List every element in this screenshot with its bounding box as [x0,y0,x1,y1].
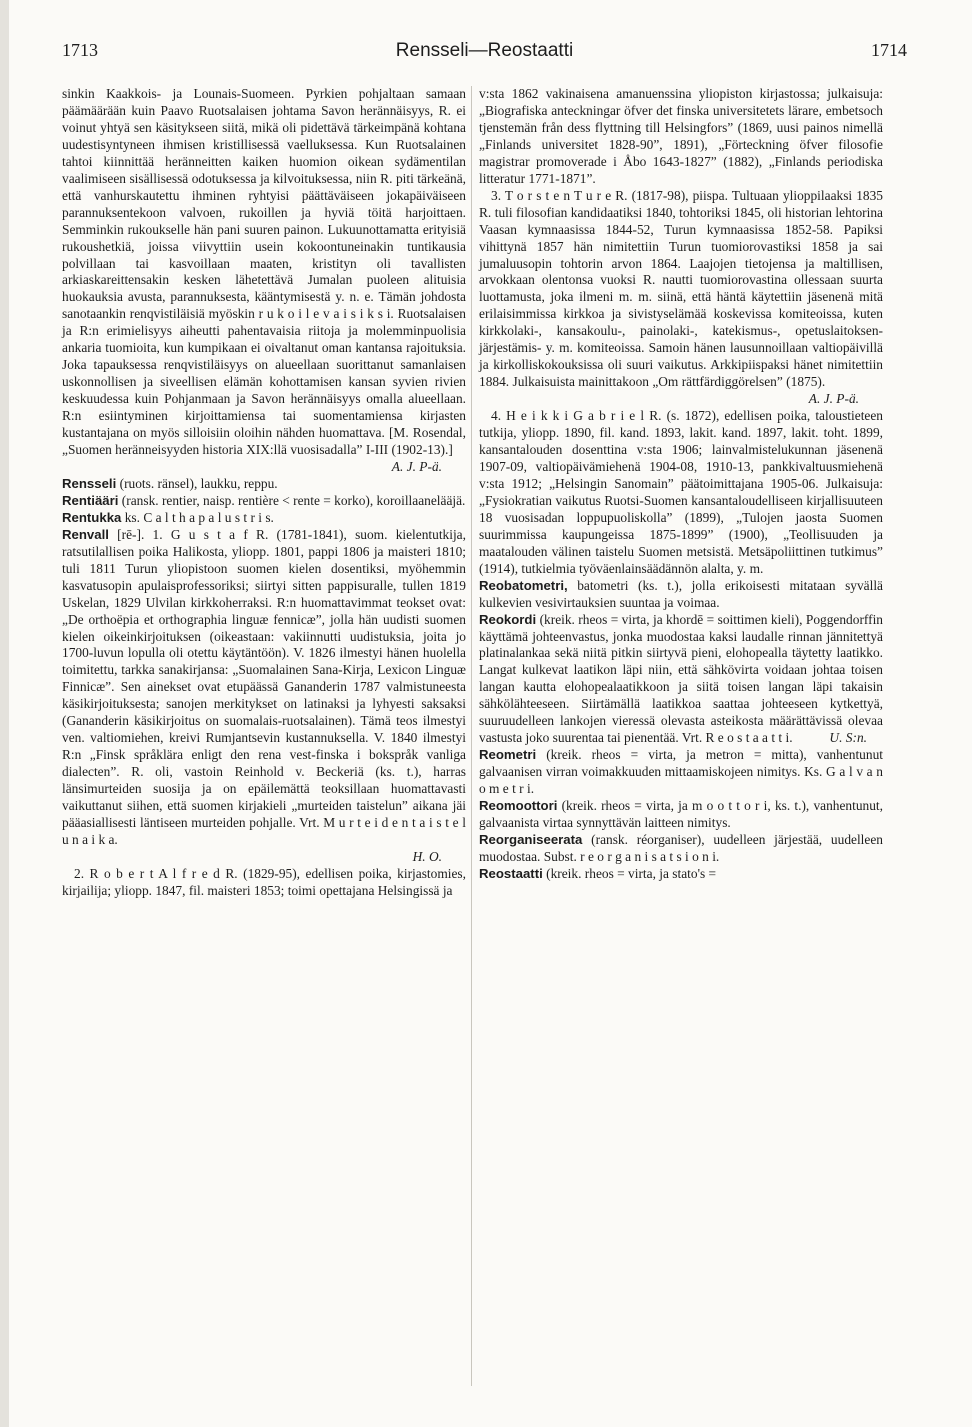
entry-rentiaari [62,493,466,510]
entry-reostaatti [479,866,883,883]
entry-text: (ransk. rentier, naisp. rentière < rente = korko), koroillaanelääjä. [121,492,466,508]
entry-text: (kreik. rheos = virta, ja khordē = soittimen kieli), Poggendorffin käyttämä johteenvastus, jonka muodostaa kaksi laudalle rinnan jännitettyä platinalankaa sekä niitä pitkin siirtyvä pieni, elohopealla täytetty laatikko. Langat kulkevat laatikon läpi niin, että sähkövirta voidaan johtaa toisen langan kautta elohopealaatikkoon ja siitä toisen langan läpi takaisin sähkölähteeseen. Siirtämällä laatikkoa saattaa johteeseen kytkettyä, suuruudelleen lankojen vieressä olevasta asteikosta määrättävissä olevaa vastusta joko suurentaa tai pienentää. Vrt. R e o s t a a t t i. [479,611,883,746]
entry-text: (ruots. ränsel), laukku, reppu. [119,475,278,491]
entry-text: batometri (ks. t.), jolla erikoisesti mitataan syvällä kulkevien vesivirtauksien suuntaa ja voimaa. [479,577,883,610]
entry-reomoottori [479,798,883,832]
headword: Reostaatti [479,865,543,881]
right-column [479,86,883,883]
entry-text: ks. C a l t h a p a l u s t r i s. [124,509,274,525]
headword: Reorganiseerata [479,831,583,847]
entry-robert-renvall: 2. R o b e r t A l f r e d R. (1829-95), edellisen poika, kirjastomies, kirjailija; yliopp. 1847, fil. maisteri 1853; toimi opettajana Helsingissä ja [62,865,466,898]
entry-reorganiseerata [479,832,883,866]
entry-text: (kreik. rheos = virta, ja stato's = [546,865,717,881]
author-signature: H. O. [412,848,442,864]
entry-heikki-renvall: 4. H e i k k i G a b r i e l R. (s. 1872), edellisen poika, taloustieteen tutkija, yliopp. 1890, fil. kand. 1893, lakit. kand. 1897, lakit. toht. 1899, kansantalouden dosenttina v:sta 1906; lainvalmistelukunnan jäsenenä 1907-09, valtiopäivämiehenä 1904-08, 1910-13, pankkivaltuusmiehenä v:sta 1912; „Helsingin Sanomain” päätoimittajana 1905-06. Julkaisuja: „Fysiokratian vaikutus Ruotsi-Suomen kansantaloudelliseen kirjallisuuteen 18 vuosisadan loppupuoliskolla” (1899), „Tulojen jaosta Suomen suurimmissa kaupungeissa 1875-1899” (1900), „Teollisuuden ja maatalouden välinen taistelu Suomen metsistä. Metsäpoliittinen tutkimus” (1914), tutkielmia työväenlainsäädännön alalta, y. m. [479,408,883,576]
page-edge [0,0,9,1427]
entry-text: (kreik. rheos = virta, ja m o o t t o r i, ks. t.), vanhentunut, galvaanista virtaa synnyttävän laitteen nimitys. [479,798,883,830]
entry-text: (ransk. réorganiser), uudelleen järjestää, uudelleen muodostaa. Subst. r e o r g a n i s a t s i o n i. [479,831,883,864]
headword: Reobatometri, [479,577,568,593]
page-number-left: 1713 [62,40,98,60]
author-signature: U. S:n. [829,730,867,746]
author-signature: A. J. P-ä. [391,458,442,474]
entry-reokordi [479,612,883,748]
entry-reobatometri [479,578,883,612]
entry-rentukka [62,510,466,527]
headword: Rentiääri [62,492,119,508]
page-header [62,40,907,72]
headword: Reometri [479,747,537,763]
entry-text: [rē-]. 1. G u s t a f R. (1781-1841), suom. kielentutkija, ratsutilallisen poika Halikosta, yliopp. 1801, pappi 1806 ja maisteri 1810; tuli 1811 Turun yliopistoon suomen kielen dosentiksi, myöhemmin kasvatusopin apulaisprofessoriksi; siirtyi sitten pappisuralle, tullen 1819 Uskelan, 1829 Ulvilan kirkkoherraksi. R:n huomattavimmat teokset ovat: „De orthoëpia et orthographia linguæ fennicæ”, jolla hän uudisti suomen kielen oikeinkirjoituksen (oikeastaan: vakiinnutti uudistuksia, joita jo 1700-luvun lopulla oli otettu käytäntöön). V. 1826 ilmestyi hänen huolella toimitettu, tarkka sanakirjansa: „Suomalainen Sana-Kirja, Lexicon Linguæ Finnicæ”. Sen ainekset ovat etupäässä Gananderin 1787 valmistuneesta käsikirjoituksesta; sanojen merkitykset on latinaksi ja lyhyesti saksaksi (Gananderin käsikirjoitus on suomalais-ruotsalainen). Tämä teos ilmestyi ven. valtiomiehen, kreivi Rumjantsevin kustannuksella. V. 1840 ilmestyi R:n „Finsk språklära enligt den rena vest-finska i bokspråk vanliga dialecten”. R. oli, vastoin Reinhold v. Beckeriä (ks. t.), harras länsimurteiden suosija ja on epäilemättä teoksillaan huomattavasti vaikuttanut siihen, että suomen kirjakieli „murteiden taistelun” aikana jäi pääasiallisesti läntiseen murteiden pohjalle. Vrt. M u r t e i d e n t a i s t e l u n a i k a. [62,526,466,847]
headword: Renvall [62,526,109,542]
headword: Rensseli [62,475,117,491]
column-rule [471,86,472,1386]
page-number-right: 1714 [871,40,907,60]
entry-text: (kreik. rheos = virta, ja metron = mitta), vanhentunut galvaanisen virran voimakkuuden mittaamiskojeen nimitys. Ks. G a l v a n o m e t r i. [479,747,883,797]
headword: Reokordi [479,611,537,627]
entry-torsten-renvall: 3. T o r s t e n T u r e R. (1817-98), piispa. Tultuaan ylioppilaaksi 1835 R. tuli filosofian kandidaatiksi 1840, tohtoriksi 1845, oli historian lehtorina Vaasan kymnaasissa 1844-52, Turun kymnaasissa 1852-58. Papiksi vihittynä 1857 hän nimitettiin Turun tuomiorovastiksi 1858 ja sai jumaluusopin tohtorin arvon 1864. Laajojen tietojensa ja maltillisen, arvokkaan olentonsa vuoksi R. nautti tuomiorovastina ollessaan suurta luottamusta, joka ilmeni m. m. siinä, että häntä käytettiin jäsenenä mitä erilaisimmissa kirkkoa ja sivistyselämää koskevissa komiteoissa, kuten kirkkolaki-, kansakoulu-, painolaki-, katekismus-, opetuslaitoksen-järjestämis- y. m. komiteoissa. Samoin hänen lausunnoillaan valtiopäivillä ja kirkolliskokouksissa oli suuri vaikutus. Arkkipiispaksi hänet nimitettiin 1884. Julkaisuista mainittakoon „Om rättfärdiggörelsen” (1875). [479,187,883,390]
left-column [62,86,466,900]
entry-renvall [62,527,466,849]
entry-reometri [479,747,883,798]
renqvist-text: sinkin Kaakkois- ja Lounais-Suomeen. Pyrkien pohjaltaan samaan päämäärään kuin Paavo Ruotsalaisen johtama Savon herännäisyys, R. ei voinut yhtyä sen käsitykseen siitä, mikä oli pidettävä tärkeimpänä kohtana uudestisyntyneen ihmisen kristillisessä vaelluksessa. Kun Ruotsalainen tahtoi kiinnittää heränneitten kaiken huomion oikean sydämentilan vaalimiseen sisällisessä odotuksessa ja kilvoituksessa, niin R. piti tärkeänä, että vanhurskautettu ihminen ryhtyisi päättäväiseen jokapäiväiseen parannuksentekoon valvoen, rukoillen ja hyviä töitä harjoittaen. Semminkin rukoukselle hän pani suuren painon. Lukuunottamatta erityisiä rukoushetkiä, joissa viivyttiin usein kokoontuneinakin tuntikausia polvillaan tai kasvoillaan maaten, kristityn oli tavallisten arkiaskareittensakin kesken lähetettävä Jumalan puoleen alituisia huokauksia avusta, parannuksesta, kääntymisestä y. n. e. Tämän johdosta sanotaankin renqvistiläisiä myöskin r u k o i l e v a i s i k s i. Ruotsalaisen ja R:n erimielisyys aiheutti pahentavaisia riitoja ja molemminpuolisia ankaria tuomioita, kun kumpikaan ei oivaltanut oman kantansa rajoituksia. Joka tapauksessa renqvistiläisyys on alueellaan suorittanut samanlaisen uskonnollisen ja siveellisen elämän kohottamisen kansan syvien rivien keskuudessa kuin Pohjanmaan ja Savon herännäisyys omalla alueellaan. R:n esiintyminen kirjoittamiensa tai suomentamiensa kirjasten kustantajana on myös silloisiin oloihin nähden huomattava. [M. Rosendal, „Suomen heränneisyyden historia XIX:llä vuosisadalla” I-III (1902-13).] [62,86,466,458]
headword: Reomoottori [479,798,558,814]
author-signature: A. J. P-ä. [808,391,859,407]
running-title: Rensseli—Reostaatti [395,40,574,61]
robert-renvall-continued: v:sta 1862 vakinaisena amanuenssina yliopiston kirjastossa; julkaisuja: „Biografiska anteckningar öfver det finska universitetets lärare, embetsoch tjenstemän från dess flyttning till Helsingfors” (1869, uusi painos nimellä „Finlands universitet 1828-90”, 1891), „Förteckning öfver filosofie magistrar promoverade i Åbo 1643-1827” (1882), „Finlands periodiska litteratur 1771-1871”. [479,86,883,186]
headword: Rentukka [62,509,122,525]
entry-rensseli [62,476,466,493]
